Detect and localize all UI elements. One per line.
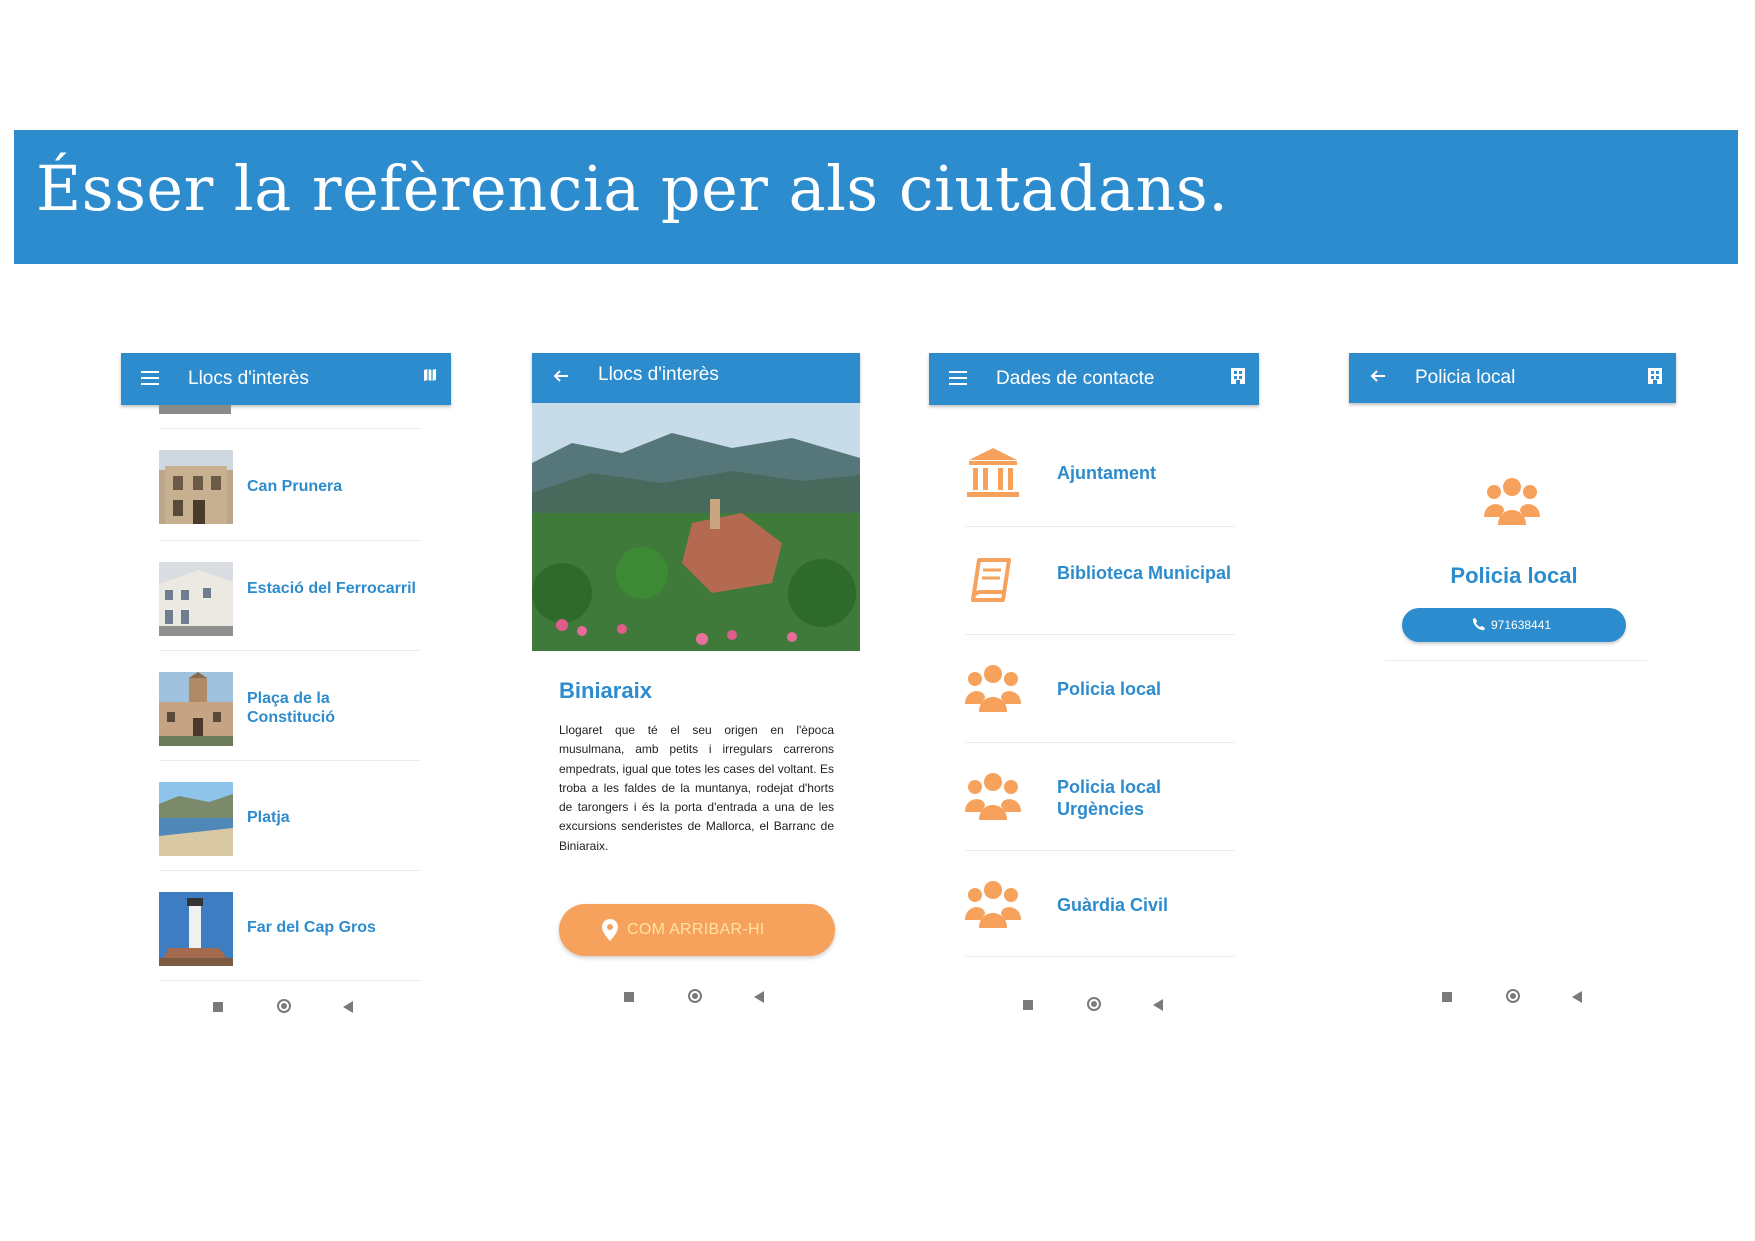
group-icon bbox=[1484, 473, 1540, 529]
screen3-appbar bbox=[929, 353, 1259, 405]
com-arribar-hi-label: COM ARRIBAR-HI bbox=[627, 921, 765, 938]
screen4-appbar-title: Policia local bbox=[1415, 367, 1516, 388]
item-name: Far del Cap Gros bbox=[247, 919, 376, 936]
separator bbox=[965, 850, 1235, 851]
estacio-photo bbox=[159, 562, 233, 636]
item-name: Can Prunera bbox=[247, 478, 343, 495]
back-button[interactable] bbox=[1572, 991, 1582, 1003]
contact-label: Ajuntament bbox=[1057, 463, 1156, 483]
group-icon bbox=[965, 876, 1021, 932]
back-arrow-icon[interactable] bbox=[1369, 367, 1389, 389]
separator bbox=[159, 540, 421, 541]
separator bbox=[965, 742, 1235, 743]
partial-thumb bbox=[159, 405, 231, 414]
list-item-placa[interactable] bbox=[159, 654, 421, 750]
back-button[interactable] bbox=[1153, 999, 1163, 1011]
separator bbox=[159, 870, 421, 871]
separator bbox=[965, 526, 1235, 527]
contact-label: Policia local Urgències bbox=[1057, 777, 1162, 819]
screen3-appbar-title: Dades de contacte bbox=[996, 368, 1155, 389]
separator bbox=[1385, 660, 1647, 661]
contact-item-guardia-civil[interactable] bbox=[965, 854, 1235, 954]
item-name: Estació del Ferrocarril bbox=[247, 580, 416, 597]
contact-label: Guàrdia Civil bbox=[1057, 895, 1169, 915]
platja-photo bbox=[159, 782, 233, 856]
phone-icon bbox=[1472, 618, 1485, 631]
screen1-appbar bbox=[121, 353, 451, 405]
recents-button[interactable] bbox=[1023, 1000, 1033, 1010]
group-icon bbox=[965, 660, 1021, 716]
can-prunera-photo bbox=[159, 450, 233, 524]
contact-label: Policia local bbox=[1057, 679, 1162, 699]
recents-button[interactable] bbox=[1442, 992, 1452, 1002]
placa-photo bbox=[159, 672, 233, 746]
item-name: Platja bbox=[247, 809, 290, 826]
banner-title: Ésser la refèrencia per als ciutadans. bbox=[36, 152, 1229, 225]
home-button[interactable] bbox=[688, 989, 702, 1003]
screen2-appbar-title: Llocs d'interès bbox=[598, 364, 719, 385]
town-hall-icon bbox=[965, 444, 1021, 500]
android-nav-bar bbox=[1023, 996, 1183, 1016]
back-button[interactable] bbox=[343, 1001, 353, 1013]
place-title: Biniaraix bbox=[559, 678, 652, 703]
com-arribar-hi-button[interactable] bbox=[559, 904, 835, 956]
recents-button[interactable] bbox=[213, 1002, 223, 1012]
android-nav-bar bbox=[624, 988, 784, 1008]
phone-button[interactable] bbox=[1402, 608, 1626, 642]
separator bbox=[159, 980, 421, 981]
recents-button[interactable] bbox=[624, 992, 634, 1002]
menu-icon[interactable] bbox=[949, 371, 967, 385]
back-button[interactable] bbox=[754, 991, 764, 1003]
map-icon[interactable] bbox=[421, 367, 439, 389]
contact-item-policia-local[interactable] bbox=[965, 638, 1235, 738]
location-pin-icon bbox=[602, 919, 618, 941]
book-icon bbox=[965, 552, 1021, 608]
separator bbox=[965, 634, 1235, 635]
contact-title: Policia local bbox=[1450, 563, 1578, 588]
title-banner bbox=[14, 130, 1738, 264]
home-button[interactable] bbox=[1506, 989, 1520, 1003]
place-description: Llogaret que té el seu origen en l'època musulmana, amb petits i irregulars carrerons empedrats, igual que totes les cases del voltant. Es troba a les faldes de la muntanya, rodejat d'horts de tarongers i és la porta d'entrada a una de les excursions senderistes de Mallorca, el Barranc de Biniaraix. bbox=[559, 723, 834, 853]
screen1-appbar-title: Llocs d'interès bbox=[188, 368, 309, 389]
group-icon bbox=[965, 768, 1021, 824]
android-nav-bar bbox=[1442, 988, 1602, 1008]
screen4-appbar bbox=[1349, 353, 1676, 403]
item-name: Plaça de la Constitució bbox=[247, 690, 335, 726]
separator bbox=[965, 956, 1235, 957]
building-icon[interactable] bbox=[1646, 367, 1664, 389]
list-item-platja[interactable] bbox=[159, 764, 421, 860]
far-photo bbox=[159, 892, 233, 966]
home-button[interactable] bbox=[1087, 997, 1101, 1011]
home-button[interactable] bbox=[277, 999, 291, 1013]
separator bbox=[159, 650, 421, 651]
contact-item-ajuntament[interactable] bbox=[965, 422, 1235, 522]
contact-label: Biblioteca Municipal bbox=[1057, 563, 1232, 583]
list-item-can-prunera[interactable] bbox=[159, 432, 421, 528]
screen2-appbar bbox=[532, 353, 860, 403]
list-item-far[interactable] bbox=[159, 874, 421, 970]
separator bbox=[159, 428, 421, 429]
building-icon[interactable] bbox=[1229, 367, 1247, 389]
contact-item-biblioteca[interactable] bbox=[965, 530, 1235, 630]
separator bbox=[159, 760, 421, 761]
android-nav-bar bbox=[213, 998, 373, 1018]
biniaraix-photo bbox=[532, 403, 860, 651]
list-item-estacio[interactable] bbox=[159, 544, 421, 640]
contact-item-policia-urgencies[interactable] bbox=[965, 746, 1235, 846]
back-arrow-icon[interactable] bbox=[552, 367, 572, 389]
menu-icon[interactable] bbox=[141, 371, 159, 385]
phone-number: 971638441 bbox=[1491, 618, 1552, 632]
